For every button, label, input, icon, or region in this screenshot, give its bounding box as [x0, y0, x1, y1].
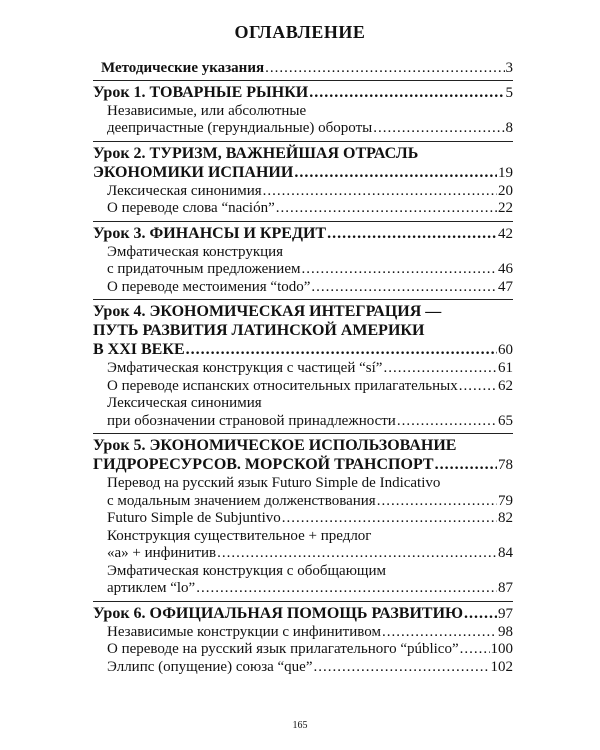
subentry-label: с придаточным предложением	[107, 261, 301, 277]
subentry-row	[107, 545, 513, 563]
subentry-row	[107, 659, 513, 677]
dot-leader	[263, 183, 497, 201]
subentry-label: Эмфатическая конструкция с частицей “sí”	[107, 360, 383, 376]
dot-leader	[383, 360, 497, 378]
lesson-heading-label: Урок 1. ТОВАРНЫЕ РЫНКИ	[93, 83, 309, 101]
subentry-label: артиклем “lo”	[107, 580, 196, 596]
toc-entry-intro[interactable]	[93, 60, 513, 78]
subentry-row	[107, 413, 513, 431]
dot-leader	[435, 455, 497, 474]
lesson-heading-entry[interactable]	[93, 224, 513, 244]
subentry-page: 46	[498, 261, 513, 277]
subentry-page: 87	[498, 580, 513, 596]
lesson-page: 5	[505, 84, 513, 101]
subentry-page: 20	[498, 182, 513, 199]
toc-title: ОГЛАВЛЕНИЕ	[234, 22, 366, 42]
dot-leader	[459, 378, 497, 396]
lesson-page: 78	[498, 457, 513, 473]
dot-leader	[294, 163, 497, 182]
lesson-heading-line: Урок 4. ЭКОНОМИЧЕСКАЯ ИНТЕГРАЦИЯ —	[93, 303, 442, 320]
dot-leader	[460, 641, 490, 659]
subentry-page: 65	[498, 412, 513, 429]
dot-leader	[301, 261, 497, 279]
subentry-label: «a» + инфинитив	[107, 545, 217, 561]
toc-subentry[interactable]	[93, 103, 513, 138]
subentry-row	[107, 641, 513, 659]
toc-lesson-4	[93, 299, 513, 430]
subentry-row	[107, 493, 513, 511]
lesson-page: 97	[498, 605, 513, 622]
subentry-label: деепричастные (герундиальные) обороты	[107, 120, 373, 136]
subentry-label: Лексическая синонимия	[107, 182, 262, 199]
subentry-page: 79	[498, 492, 513, 509]
toc-entry-page: 3	[505, 60, 513, 76]
toc-subentry[interactable]	[93, 200, 513, 218]
subentry-line: Независимые, или абсолютные	[107, 102, 307, 119]
dot-leader	[373, 120, 504, 138]
lesson-heading-entry[interactable]	[93, 163, 513, 183]
subentry-row	[107, 378, 513, 396]
subentry-row	[107, 360, 513, 378]
toc-subentry[interactable]	[93, 510, 513, 528]
lesson-heading-label: Урок 6. ОФИЦИАЛЬНАЯ ПОМОЩЬ РАЗВИТИЮ	[93, 604, 464, 622]
lesson-page: 19	[498, 164, 513, 181]
toc-subentry[interactable]	[93, 641, 513, 659]
subentry-label: О переводе местоимения “todo”	[107, 278, 311, 295]
toc-subentry[interactable]	[93, 360, 513, 378]
subentry-page: 47	[498, 278, 513, 295]
subentry-page: 98	[498, 623, 513, 640]
toc-lesson-3	[93, 221, 513, 297]
subentry-line: Перевод на русский язык Futuro Simple de Indicativo	[107, 475, 441, 491]
dot-leader	[397, 413, 497, 431]
subentry-label: при обозначении страновой принадлежности	[107, 412, 396, 429]
subentry-line: Эмфатическая конструкция с обобщающим	[107, 562, 386, 579]
subentry-row	[107, 183, 513, 201]
subentry-page: 22	[498, 200, 513, 216]
subentry-line: Эмфатическая конструкция	[107, 243, 284, 260]
subentry-row	[107, 200, 513, 218]
lesson-heading-label: Урок 3. ФИНАНСЫ И КРЕДИТ	[93, 224, 327, 242]
dot-leader	[265, 60, 504, 78]
subentry-label: О переводе слова “nación”	[107, 200, 275, 216]
subentry-page: 8	[505, 120, 513, 136]
lesson-page: 60	[498, 342, 513, 358]
lesson-heading-entry[interactable]	[93, 604, 513, 624]
toc-lesson-5	[93, 433, 513, 598]
dot-leader	[196, 580, 497, 598]
dot-leader	[314, 659, 490, 677]
subentry-label: Эллипс (опущение) союза “que”	[107, 658, 313, 675]
toc-subentry[interactable]	[93, 475, 513, 510]
dot-leader	[382, 624, 497, 642]
dot-leader	[311, 279, 497, 297]
subentry-page: 61	[498, 360, 513, 376]
lesson-heading-label: ГИДРОРЕСУРСОВ. МОРСКОЙ ТРАНСПОРТ	[93, 456, 434, 473]
subentry-page: 102	[490, 658, 513, 675]
lesson-heading-entry[interactable]	[93, 455, 513, 475]
subentry-row	[107, 120, 513, 138]
subentry-page: 100	[490, 641, 513, 657]
subentry-row	[107, 279, 513, 297]
lesson-heading-line: Урок 2. ТУРИЗМ, ВАЖНЕЙШАЯ ОТРАСЛЬ	[93, 144, 419, 162]
lesson-heading-entry[interactable]	[93, 83, 513, 103]
subentry-label: Независимые конструкции с инфинитивом	[107, 623, 381, 640]
toc-subentry[interactable]	[93, 528, 513, 563]
toc-subentry[interactable]	[93, 279, 513, 297]
toc-lesson-6	[93, 601, 513, 677]
dot-leader	[217, 545, 497, 563]
toc-lesson-1	[93, 80, 513, 138]
toc-subentry[interactable]	[93, 378, 513, 396]
lesson-heading-line: ПУТЬ РАЗВИТИЯ ЛАТИНСКОЙ АМЕРИКИ	[93, 322, 425, 339]
dot-leader	[309, 83, 504, 102]
toc-subentry[interactable]	[93, 183, 513, 201]
toc-subentry[interactable]	[93, 624, 513, 642]
lesson-heading-line: Урок 5. ЭКОНОМИЧЕСКОЕ ИСПОЛЬЗОВАНИЕ	[93, 437, 457, 454]
dot-leader	[186, 340, 497, 359]
dot-leader	[464, 604, 497, 623]
lessons-list	[93, 80, 513, 677]
lesson-page: 42	[498, 225, 513, 242]
subentry-label: О переводе на русский язык прилагательного “público”	[107, 641, 459, 657]
subentry-label: О переводе испанских относительных прилагательных	[107, 377, 458, 394]
page-number: 165	[292, 720, 308, 731]
dot-leader	[377, 493, 497, 511]
dot-leader	[327, 224, 497, 243]
table-of-contents	[93, 60, 513, 676]
subentry-page: 84	[498, 545, 513, 561]
subentry-line: Лексическая синонимия	[107, 395, 262, 411]
subentry-row	[107, 580, 513, 598]
toc-entry-label: Методические указания	[101, 60, 265, 76]
toc-subentry[interactable]	[93, 244, 513, 279]
subentry-page: 62	[498, 377, 513, 394]
lesson-heading-label: В XXI ВЕКЕ	[93, 341, 185, 358]
toc-subentry[interactable]	[93, 563, 513, 598]
subentry-line: Конструкция существительное + предлог	[107, 527, 372, 544]
subentry-label: Futuro Simple de Subjuntivo	[107, 510, 281, 526]
toc-subentry[interactable]	[93, 659, 513, 677]
toc-subentry[interactable]	[93, 395, 513, 430]
dot-leader	[276, 200, 497, 218]
subentry-row	[107, 261, 513, 279]
subentry-row	[107, 510, 513, 528]
subentry-label: с модальным значением долженствования	[107, 492, 376, 509]
toc-lesson-2	[93, 141, 513, 218]
lesson-heading-entry[interactable]	[93, 340, 513, 360]
lesson-heading-label: ЭКОНОМИКИ ИСПАНИИ	[93, 163, 294, 181]
subentry-row	[107, 624, 513, 642]
dot-leader	[282, 510, 497, 528]
subentry-page: 82	[498, 510, 513, 526]
